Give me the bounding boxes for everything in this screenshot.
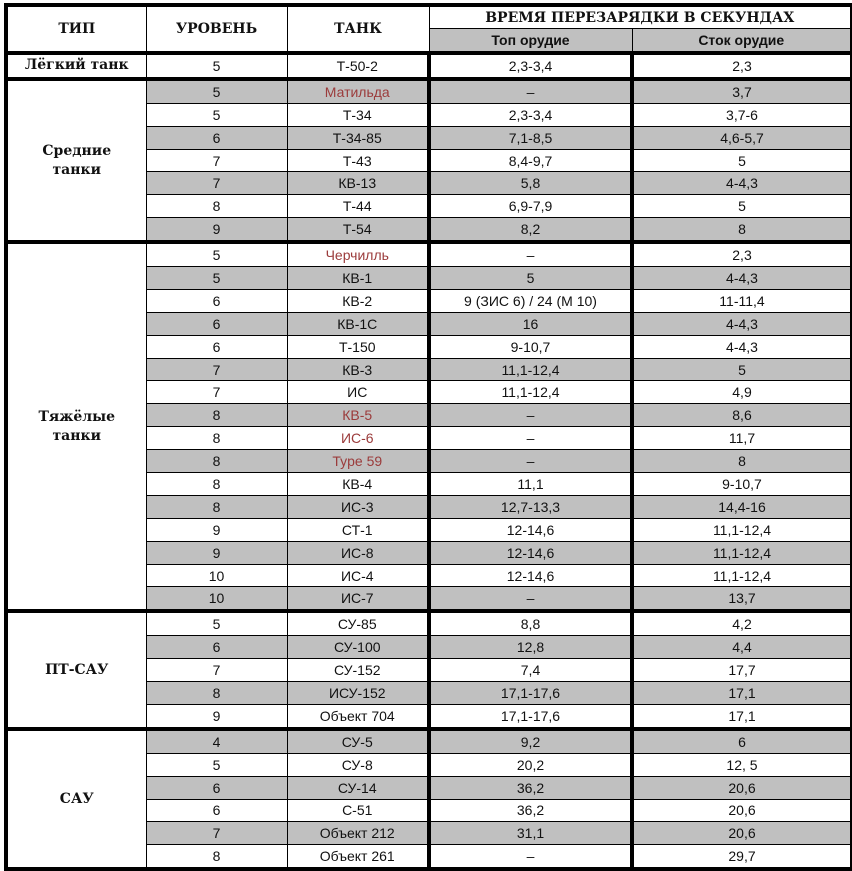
level-cell: 9 <box>146 518 287 541</box>
stock-gun-reload-cell: 4,9 <box>632 381 852 404</box>
top-gun-reload-cell: – <box>429 450 632 473</box>
top-gun-reload-cell: 8,4-9,7 <box>429 149 632 172</box>
vehicle-type-cell: САУ <box>6 729 146 869</box>
tank-name-cell: СУ-14 <box>287 776 429 799</box>
top-gun-reload-cell: – <box>429 242 632 266</box>
stock-gun-reload-cell: 11,1-12,4 <box>632 564 852 587</box>
tank-name-cell: КВ-3 <box>287 358 429 381</box>
level-cell: 8 <box>146 682 287 705</box>
top-gun-reload-cell: 36,2 <box>429 799 632 822</box>
tank-name-cell: СУ-5 <box>287 729 429 753</box>
top-gun-reload-cell: 16 <box>429 312 632 335</box>
tank-name-cell: Т-34-85 <box>287 126 429 149</box>
top-gun-reload-cell: 12-14,6 <box>429 541 632 564</box>
tank-name-cell: СУ-8 <box>287 753 429 776</box>
header-tank: ТАНК <box>287 5 429 53</box>
stock-gun-reload-cell: 29,7 <box>632 845 852 869</box>
stock-gun-reload-cell: 20,6 <box>632 776 852 799</box>
stock-gun-reload-cell: 4,4 <box>632 636 852 659</box>
level-cell: 6 <box>146 126 287 149</box>
tank-name-cell: Объект 261 <box>287 845 429 869</box>
top-gun-reload-cell: – <box>429 427 632 450</box>
top-gun-reload-cell: – <box>429 404 632 427</box>
tank-name-cell: СУ-85 <box>287 611 429 635</box>
stock-gun-reload-cell: 13,7 <box>632 587 852 611</box>
level-cell: 7 <box>146 381 287 404</box>
tank-name-cell: СУ-152 <box>287 659 429 682</box>
stock-gun-reload-cell: 17,7 <box>632 659 852 682</box>
level-cell: 8 <box>146 473 287 496</box>
top-gun-reload-cell: 12-14,6 <box>429 518 632 541</box>
stock-gun-reload-cell: 20,6 <box>632 799 852 822</box>
table-row <box>6 79 852 103</box>
level-cell: 7 <box>146 172 287 195</box>
header-stock-gun: Сток орудие <box>632 29 852 54</box>
top-gun-reload-cell: 8,2 <box>429 218 632 242</box>
stock-gun-reload-cell: 5 <box>632 195 852 218</box>
tank-name-cell: КВ-1 <box>287 267 429 290</box>
header-top-gun: Топ орудие <box>429 29 632 54</box>
top-gun-reload-cell: 12-14,6 <box>429 564 632 587</box>
top-gun-reload-cell: 7,4 <box>429 659 632 682</box>
table-row <box>6 729 852 753</box>
level-cell: 8 <box>146 195 287 218</box>
level-cell: 6 <box>146 335 287 358</box>
level-cell: 5 <box>146 753 287 776</box>
stock-gun-reload-cell: 11,7 <box>632 427 852 450</box>
header-reload-time: ВРЕМЯ ПЕРЕЗАРЯДКИ В СЕКУНДАХ <box>429 5 852 29</box>
level-cell: 9 <box>146 218 287 242</box>
top-gun-reload-cell: 11,1 <box>429 473 632 496</box>
top-gun-reload-cell: 12,7-13,3 <box>429 495 632 518</box>
tank-name-cell: Черчилль <box>287 242 429 266</box>
stock-gun-reload-cell: 4-4,3 <box>632 267 852 290</box>
level-cell: 6 <box>146 312 287 335</box>
level-cell: 6 <box>146 799 287 822</box>
stock-gun-reload-cell: 6 <box>632 729 852 753</box>
top-gun-reload-cell: 11,1-12,4 <box>429 358 632 381</box>
stock-gun-reload-cell: 11,1-12,4 <box>632 518 852 541</box>
top-gun-reload-cell: 2,3-3,4 <box>429 103 632 126</box>
tank-name-cell: ИС <box>287 381 429 404</box>
level-cell: 7 <box>146 358 287 381</box>
level-cell: 5 <box>146 103 287 126</box>
top-gun-reload-cell: 36,2 <box>429 776 632 799</box>
tank-name-cell: Матильда <box>287 79 429 103</box>
tank-name-cell: Т-54 <box>287 218 429 242</box>
tank-name-cell: ИС-8 <box>287 541 429 564</box>
level-cell: 7 <box>146 149 287 172</box>
tank-name-cell: СУ-100 <box>287 636 429 659</box>
top-gun-reload-cell: 9-10,7 <box>429 335 632 358</box>
tank-name-cell: ИС-4 <box>287 564 429 587</box>
tank-name-cell: Т-44 <box>287 195 429 218</box>
level-cell: 8 <box>146 495 287 518</box>
top-gun-reload-cell: 17,1-17,6 <box>429 704 632 728</box>
level-cell: 8 <box>146 450 287 473</box>
stock-gun-reload-cell: 2,3 <box>632 53 852 79</box>
level-cell: 6 <box>146 636 287 659</box>
level-cell: 8 <box>146 404 287 427</box>
top-gun-reload-cell: – <box>429 587 632 611</box>
tank-name-cell: КВ-2 <box>287 289 429 312</box>
level-cell: 6 <box>146 776 287 799</box>
top-gun-reload-cell: 6,9-7,9 <box>429 195 632 218</box>
top-gun-reload-cell: 5 <box>429 267 632 290</box>
reload-time-table <box>4 3 852 871</box>
stock-gun-reload-cell: 11-11,4 <box>632 289 852 312</box>
stock-gun-reload-cell: 8 <box>632 218 852 242</box>
top-gun-reload-cell: 9,2 <box>429 729 632 753</box>
tank-name-cell: Объект 704 <box>287 704 429 728</box>
tank-name-cell: КВ-1С <box>287 312 429 335</box>
tank-name-cell: ИС-6 <box>287 427 429 450</box>
level-cell: 8 <box>146 845 287 869</box>
stock-gun-reload-cell: 3,7 <box>632 79 852 103</box>
level-cell: 5 <box>146 242 287 266</box>
tank-name-cell: Т-34 <box>287 103 429 126</box>
stock-gun-reload-cell: 8 <box>632 450 852 473</box>
vehicle-type-cell: ПТ-САУ <box>6 611 146 728</box>
tank-name-cell: КВ-4 <box>287 473 429 496</box>
tank-name-cell: КВ-13 <box>287 172 429 195</box>
stock-gun-reload-cell: 17,1 <box>632 682 852 705</box>
stock-gun-reload-cell: 4-4,3 <box>632 172 852 195</box>
tank-name-cell: ИС-7 <box>287 587 429 611</box>
stock-gun-reload-cell: 12, 5 <box>632 753 852 776</box>
vehicle-type-cell: Средние танки <box>6 79 146 242</box>
vehicle-type-cell: Лёгкий танк <box>6 53 146 79</box>
tank-name-cell: Type 59 <box>287 450 429 473</box>
level-cell: 6 <box>146 289 287 312</box>
level-cell: 5 <box>146 611 287 635</box>
level-cell: 10 <box>146 564 287 587</box>
level-cell: 9 <box>146 704 287 728</box>
tank-name-cell: Т-43 <box>287 149 429 172</box>
tank-name-cell: СТ-1 <box>287 518 429 541</box>
table-row <box>6 242 852 266</box>
top-gun-reload-cell: 12,8 <box>429 636 632 659</box>
stock-gun-reload-cell: 4-4,3 <box>632 335 852 358</box>
level-cell: 9 <box>146 541 287 564</box>
tank-name-cell: ИС-3 <box>287 495 429 518</box>
top-gun-reload-cell: 31,1 <box>429 822 632 845</box>
stock-gun-reload-cell: 4,6-5,7 <box>632 126 852 149</box>
top-gun-reload-cell: 9 (ЗИС 6) / 24 (М 10) <box>429 289 632 312</box>
top-gun-reload-cell: 7,1-8,5 <box>429 126 632 149</box>
stock-gun-reload-cell: 8,6 <box>632 404 852 427</box>
top-gun-reload-cell: 2,3-3,4 <box>429 53 632 79</box>
top-gun-reload-cell: 8,8 <box>429 611 632 635</box>
table-row <box>6 53 852 79</box>
header-type: ТИП <box>6 5 146 53</box>
vehicle-type-cell: Тяжёлые танки <box>6 242 146 611</box>
tank-name-cell: Объект 212 <box>287 822 429 845</box>
top-gun-reload-cell: 5,8 <box>429 172 632 195</box>
tank-name-cell: КВ-5 <box>287 404 429 427</box>
level-cell: 7 <box>146 659 287 682</box>
tank-name-cell: ИСУ-152 <box>287 682 429 705</box>
stock-gun-reload-cell: 5 <box>632 358 852 381</box>
level-cell: 4 <box>146 729 287 753</box>
top-gun-reload-cell: 20,2 <box>429 753 632 776</box>
level-cell: 8 <box>146 427 287 450</box>
table-body <box>6 53 852 869</box>
level-cell: 5 <box>146 267 287 290</box>
stock-gun-reload-cell: 3,7-6 <box>632 103 852 126</box>
stock-gun-reload-cell: 9-10,7 <box>632 473 852 496</box>
tank-name-cell: С-51 <box>287 799 429 822</box>
top-gun-reload-cell: – <box>429 79 632 103</box>
level-cell: 7 <box>146 822 287 845</box>
top-gun-reload-cell: 11,1-12,4 <box>429 381 632 404</box>
level-cell: 10 <box>146 587 287 611</box>
top-gun-reload-cell: – <box>429 845 632 869</box>
stock-gun-reload-cell: 5 <box>632 149 852 172</box>
stock-gun-reload-cell: 20,6 <box>632 822 852 845</box>
level-cell: 5 <box>146 53 287 79</box>
level-cell: 5 <box>146 79 287 103</box>
stock-gun-reload-cell: 17,1 <box>632 704 852 728</box>
header-level: УРОВЕНЬ <box>146 5 287 53</box>
stock-gun-reload-cell: 14,4-16 <box>632 495 852 518</box>
stock-gun-reload-cell: 2,3 <box>632 242 852 266</box>
stock-gun-reload-cell: 4-4,3 <box>632 312 852 335</box>
stock-gun-reload-cell: 4,2 <box>632 611 852 635</box>
table-row <box>6 611 852 635</box>
tank-name-cell: Т-50-2 <box>287 53 429 79</box>
top-gun-reload-cell: 17,1-17,6 <box>429 682 632 705</box>
tank-name-cell: Т-150 <box>287 335 429 358</box>
stock-gun-reload-cell: 11,1-12,4 <box>632 541 852 564</box>
